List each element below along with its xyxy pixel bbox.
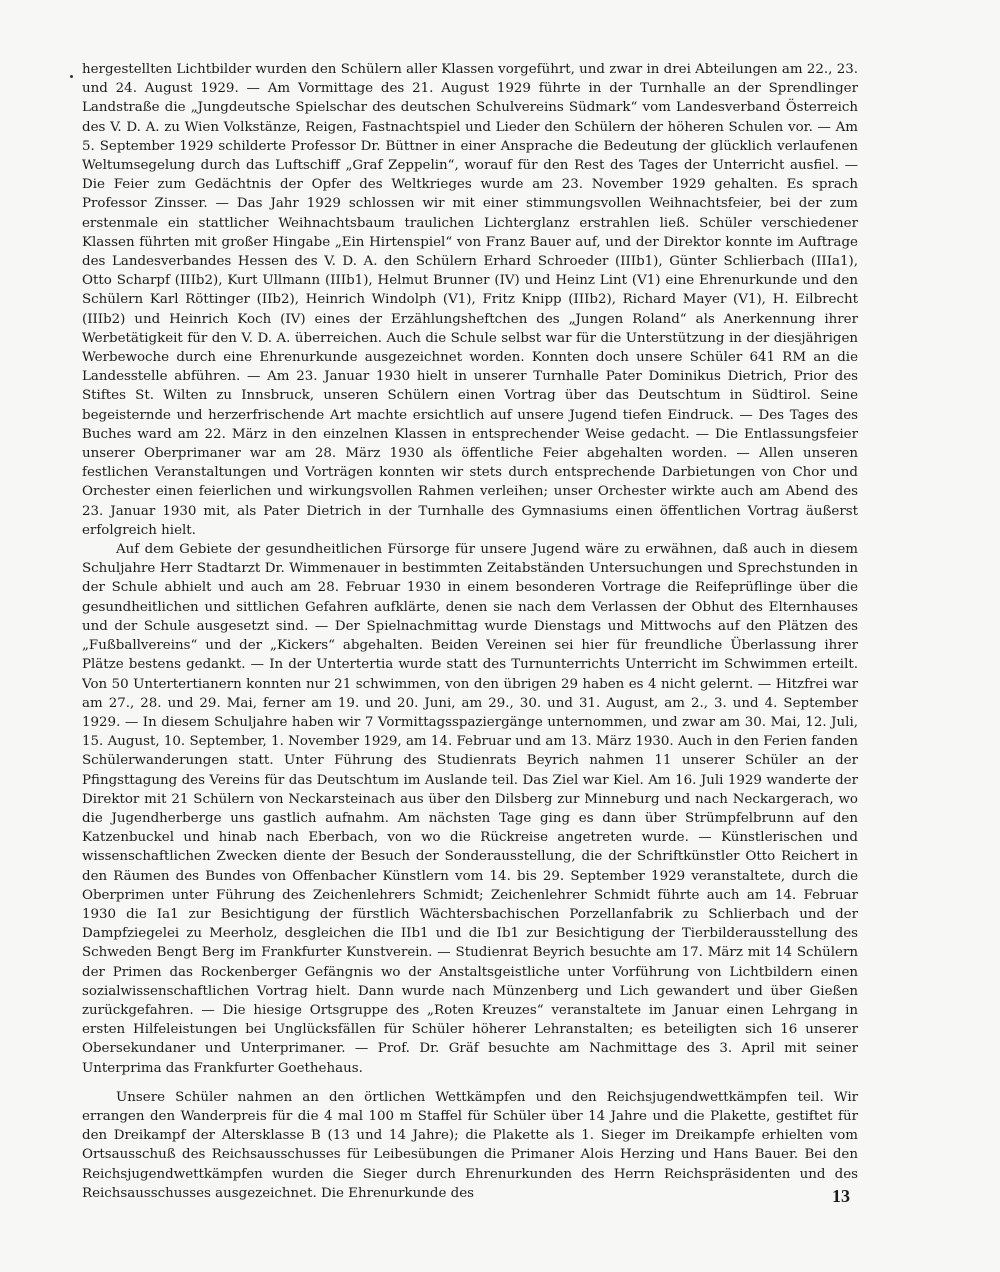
paragraph-2: Auf dem Gebiete der gesundheitlichen Fürsorge für unsere Jugend wäre zu erwähnen, daß auch in diesem Schuljahre Herr Stadtarzt Dr. Wimmenauer in bestimmten Zeitabständen Untersuchungen und Sprechstunden in der Schule abhielt und auch am 28. Februar 1930 in einem besonderen Vortrage die Reifeprüflinge über die gesundheitlichen und sittlichen Gefahren aufklärte, denen sie nach dem Verlassen der Obhut des Elternhauses und der Schule ausgesetzt sind. — Der Spielnachmittag wurde Dienstags und Mittwochs auf den Plätzen des „Fußballvereins“ und der „Kickers“ abgehalten. Beiden Vereinen sei hier für freundliche Überlassung ihrer Plätze bestens gedankt. — In der Untertertia wurde statt des Turnunterrichts Unterricht im Schwimmen erteilt. Von 50 Untertertianern konnten nur 21 schwimmen, von den übrigen 29 haben es 4 nicht gelernt. — Hitzfrei war am 27., 28. und 29. Mai, ferner am 19. und 20. Juni, am 29., 30. und 31. August, am 2., 3. und 4. September 1929. — In diesem Schuljahre haben wir 7 Vormittagsspaziergänge unternommen, und zwar am 30. Mai, 12. Juli, 15. August, 10. September, 1. November 1929, am 14. Februar und am 13. März 1930. Auch in den Ferien fanden Schülerwanderungen statt. Unter Führung des Studienrats Beyrich nahmen 11 unserer Schüler an der Pfingsttagung des Vereins für das Deutschtum im Auslande teil. Das Ziel war Kiel. Am 16. Juli 1929 wanderte der Direktor mit 21 Schülern von Neckarsteinach aus über den Dilsberg zur Minneburg und nach Neckargerach, wo die Jugendherberge uns gastlich aufnahm. Am nächsten Tage ging es dann über Strümpfelbrunn auf den Katzenbuckel und hinab nach Eberbach, von wo die Rückreise angetreten wurde. — Künstlerischen und wissenschaftlichen Zwecken diente der Besuch der Sonderausstellung, die der Schriftkünstler Otto Reichert in den Räumen des Bundes von Offenbacher Künstlern vom 14. bis 29. September 1929 veranstaltete, durch die Oberprimen unter Führung des Zeichenlehrers Schmidt; Zeichenlehrer Schmidt führte auch am 14. Februar 1930 die Ia1 zur Besichtigung der fürstlich Wächtersbachischen Porzellanfabrik zu Schlierbach und der Dampfziegelei zu Meerholz, desgleichen die IIb1 und die Ib1 zur Besichtigung der Tierbilderausstellung des Schweden Bengt Berg im Frankfurter Kunstverein. — Studienrat Beyrich besuchte am 17. März mit 14 Schülern der Primen das Rockenberger Gefängnis wo der Anstaltsgeistliche unter Vorführung von Lichtbildern einen sozialwissenschaftlichen Vortrag hielt. Dann wurde nach Münzenberg und Lich gewandert und über Gießen zurückgefahren. — Die hiesige Ortsgruppe des „Roten Kreuzes“ veranstaltete im Januar einen Lehrgang in ersten Hilfeleistungen bei Unglücksfällen für Schüler höherer Lehranstalten; es beteiligten sich 16 unserer Obersekundaner und Unterprimaner. — Prof. Dr. Gräf besuchte am Nachmittage des 3. April mit seiner Unterprima das Frankfurter Goethehaus. bbox=[82, 542, 858, 1076]
margin-mark bbox=[70, 75, 73, 78]
body-text bbox=[82, 60, 858, 1203]
paragraph-3: Unsere Schüler nahmen an den örtlichen Wettkämpfen und den Reichsjugendwettkämpfen teil. Wir errangen den Wanderpreis für die 4 mal 100 m Staffel für Schüler über 14 Jahre und die Plakette, gestiftet für den Dreikampf der Altersklasse B (13 und 14 Jahre); die Plakette als 1. Sieger im Dreikampfe erhielten vom Ortsausschuß des Reichsausschusses für Leibesübungen die Primaner Alois Herzing und Hans Bauer. Bei den Reichsjugendwettkämpfen wurden die Sieger durch Ehrenurkunden des Herrn Reichspräsidenten und des Reichsausschusses ausgezeichnet. Die Ehrenurkunde des bbox=[82, 1089, 858, 1201]
paragraph-1: hergestellten Lichtbilder wurden den Schülern aller Klassen vorgeführt, und zwar in drei Abteilungen am 22., 23. und 24. August 1929. — Am Vormittage des 21. August 1929 führte in der Turnhalle an der Sprendlinger Landstraße die „Jungdeutsche Spielschar des deutschen Schulvereins Südmark“ vom Landesverband Österreich des V. D. A. zu Wien Volkstänze, Reigen, Fastnachtspiel und Lieder den Schülern der höheren Schulen vor. — Am 5. September 1929 schilderte Professor Dr. Büttner in einer Ansprache die Bedeutung der glücklich verlaufenen Weltumsegelung durch das Luftschiff „Graf Zeppelin“, worauf für den Rest des Tages der Unterricht ausfiel. — Die Feier zum Gedächtnis der Opfer des Weltkrieges wurde am 23. November 1929 gehalten. Es sprach Professor Zinsser. — Das Jahr 1929 schlossen wir mit einer stimmungsvollen Weihnachtsfeier, bei der zum erstenmale ein stattlicher Weihnachtsbaum traulichen Lichterglanz erstrahlen ließ. Schüler verschiedener Klassen führten mit großer Hingabe „Ein Hirtenspiel“ von Franz Bauer auf, und der Direktor konnte im Auftrage des Landesverbandes Hessen des V. D. A. den Schülern Erhard Schroeder (IIIb1), Günter Schlierbach (IIIa1), Otto Scharpf (IIIb2), Kurt Ullmann (IIIb1), Helmut Brunner (IV) und Heinz Lint (V1) eine Ehrenurkunde und den Schülern Karl Röttinger (IIb2), Heinrich Windolph (V1), Fritz Knipp (IIIb2), Richard Mayer (V1), H. Eilbrecht (IIIb2) und Heinrich Koch (IV) eines der Erzählungsheftchen des „Jungen Roland“ als Anerkennung ihrer Werbetätigkeit für den V. D. A. überreichen. Auch die Schule selbst war für die Unterstützung in der diesjährigen Werbewoche durch eine Ehrenurkunde ausgezeichnet worden. Konnten doch unsere Schüler 641 RM an die Landesstelle abführen. — Am 23. Januar 1930 hielt in unserer Turnhalle Pater Dominikus Dietrich, Prior des Stiftes St. Wilten zu Innsbruck, unseren Schülern einen Vortrag über das Deutschtum in Südtirol. Seine begeisternde und herzerfrischende Art machte ersichtlich auf unsere Jugend tiefen Eindruck. — Des Tages des Buches ward am 22. März in den einzelnen Klassen in entsprechender Weise gedacht. — Die Entlassungsfeier unserer Oberprimaner war am 28. März 1930 als öffentliche Feier abgehalten worden. — Allen unseren festlichen Veranstaltungen und Vorträgen konnten wir stets durch entsprechende Darbietungen von Chor und Orchester einen feierlichen und wirkungsvollen Rahmen verleihen; unser Orchester wirkte auch am Abend des 23. Januar 1930 mit, als Pater Dietrich in der Turnhalle des Gymnasiums einen öffentlichen Vortrag äußerst erfolgreich hielt. bbox=[82, 62, 858, 538]
page-number: 13 bbox=[832, 1186, 850, 1206]
